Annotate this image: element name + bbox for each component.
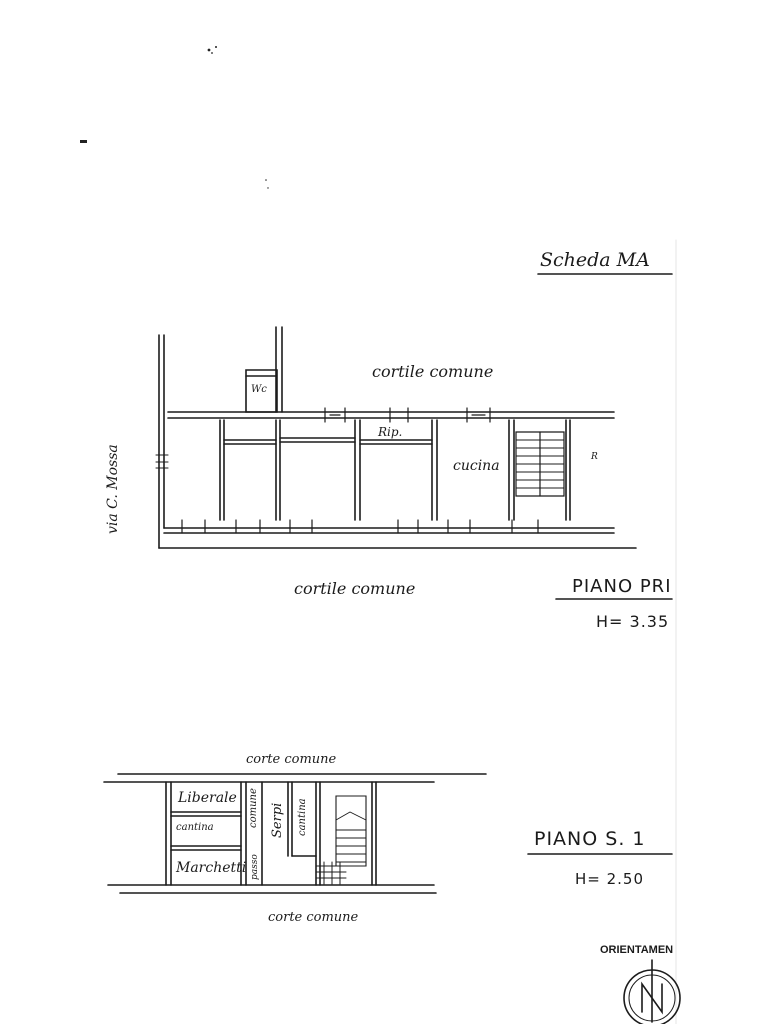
common-room-label: comune	[248, 788, 259, 828]
first-floor-label: PIANO PRI	[572, 576, 672, 597]
first-floor-height: H= 3.35	[596, 612, 670, 631]
basement-label: PIANO S. 1	[534, 828, 646, 850]
owner-liberale-label: Liberale	[178, 790, 237, 806]
north-arrow	[624, 960, 680, 1024]
first-floor-courtyard-bottom-label: cortile comune	[294, 579, 416, 598]
cellar-right-label: cantina	[297, 798, 308, 836]
scan-specks	[80, 46, 269, 189]
owner-marchetti-label: Marchetti	[176, 860, 247, 876]
sheet-title: Scheda MA	[540, 249, 650, 271]
basement-plan	[104, 774, 486, 893]
stair-mark-label: R	[591, 452, 598, 462]
basement-courtyard-top-label: corte comune	[246, 752, 337, 767]
storage-room-label: Rip.	[378, 425, 403, 439]
owner-serpi-label: Serpi	[270, 802, 285, 838]
cellar-left-label: cantina	[176, 822, 214, 833]
orientation-label: ORIENTAMEN	[600, 944, 674, 956]
street-label: via C. Mossa	[105, 444, 121, 534]
basement-courtyard-bottom-label: corte comune	[268, 910, 359, 925]
basement-height: H= 2.50	[575, 870, 645, 888]
wc-label: Wc	[251, 384, 267, 395]
passage-label: passo	[250, 854, 260, 880]
first-floor-courtyard-top-label: cortile comune	[372, 362, 494, 381]
kitchen-label: cucina	[453, 458, 500, 474]
